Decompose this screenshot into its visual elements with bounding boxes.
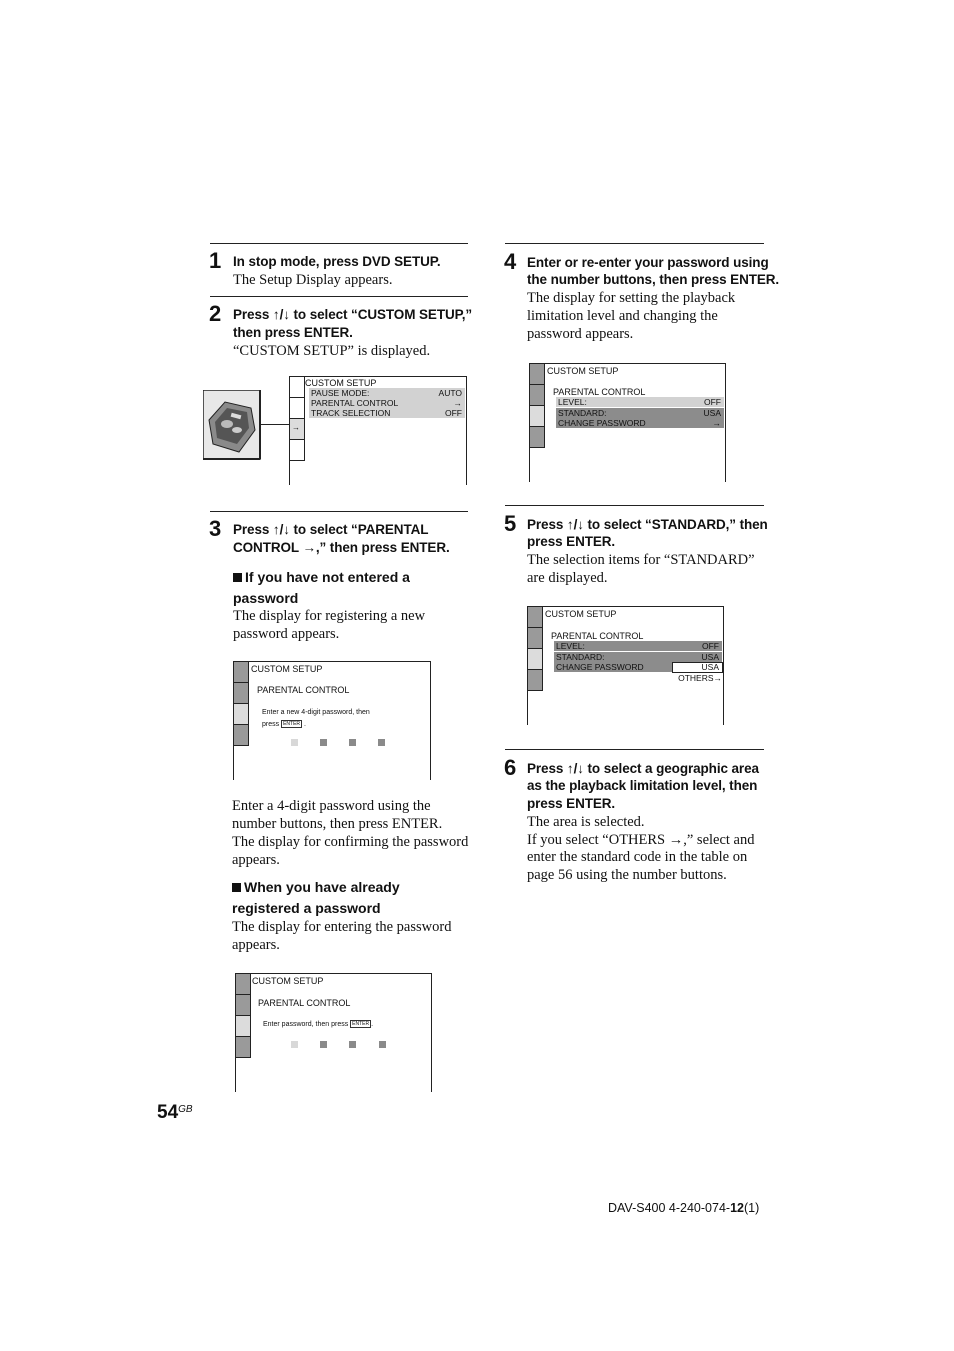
row-value: USA [701, 652, 719, 662]
step-4-heading-line1: Enter or re-enter your password using [527, 255, 769, 270]
page-suffix: GB [178, 1104, 193, 1115]
screen-tab [290, 377, 304, 398]
screen-subtitle: PARENTAL CONTROL [257, 685, 350, 695]
row-value: → [453, 398, 462, 408]
divider [210, 511, 468, 512]
option-label: OTHERS→ [678, 673, 722, 683]
enter-password-screen [235, 973, 432, 1092]
subsection-title [232, 877, 400, 898]
step-6-body: enter the standard code in the table on [527, 849, 748, 865]
password-digit [291, 739, 298, 746]
prompt-text: Enter password, then press [263, 1021, 349, 1028]
row-value: → [712, 418, 721, 428]
option-usa-selected [672, 662, 723, 673]
row-value: OFF [704, 397, 721, 407]
screen-tab [528, 628, 542, 649]
setup-row [309, 398, 465, 408]
subsection-title-text: If you have not entered a [245, 569, 410, 585]
step-6-body: If you select “OTHERS →,” select and [527, 832, 755, 848]
row-label: CHANGE PASSWORD [558, 418, 646, 428]
setup-row [309, 388, 465, 398]
step-3-heading-line2: CONTROL →,” then press ENTER. [233, 540, 450, 555]
after-text: appears. [232, 852, 280, 868]
screen-tab-selected [236, 1016, 250, 1037]
row-label: PARENTAL CONTROL [311, 398, 399, 408]
row-value: AUTO [438, 388, 462, 398]
level-row [556, 397, 724, 407]
subsection-title-text: When you have already [244, 879, 400, 895]
screen-subtitle: PARENTAL CONTROL [258, 998, 351, 1008]
password-digit [291, 1041, 298, 1048]
step-number: 5 [504, 511, 517, 536]
step-number: 6 [504, 755, 517, 780]
square-bullet-icon [232, 883, 241, 892]
divider [210, 296, 468, 297]
step-1-heading: In stop mode, press DVD SETUP. [233, 254, 441, 269]
screen-tab [236, 974, 250, 995]
step-4-body: password appears. [527, 326, 634, 342]
step-4-heading-line2: the number buttons, then press ENTER. [527, 272, 780, 287]
standard-row-selected [556, 408, 724, 418]
row-label: STANDARD: [556, 652, 605, 662]
step-6-body: The area is selected. [527, 814, 645, 830]
page-number [157, 1099, 193, 1124]
screen-subtitle: PARENTAL CONTROL [551, 631, 644, 641]
password-digit [349, 739, 356, 746]
step-2-heading-line2: then press ENTER. [233, 325, 353, 340]
divider [210, 243, 468, 244]
document-code [608, 1200, 759, 1216]
step-1-body: The Setup Display appears. [233, 272, 393, 288]
screen-subtitle: PARENTAL CONTROL [553, 387, 646, 397]
screen-tab [530, 364, 544, 385]
row-value: OFF [702, 641, 719, 651]
screen-title: CUSTOM SETUP [545, 609, 617, 619]
row-label: TRACK SELECTION [311, 408, 391, 418]
screen-title: CUSTOM SETUP [252, 976, 324, 986]
screen-tabs [234, 662, 249, 746]
remote-control-icon [203, 390, 261, 460]
prompt-text: press [262, 721, 280, 728]
screen-tab [234, 725, 248, 746]
screen-tab [236, 995, 250, 1016]
setup-screen [289, 376, 467, 485]
screen-tab [236, 1037, 250, 1058]
row-value: OFF [445, 408, 462, 418]
change-password-row [556, 418, 724, 428]
screen-tab-selected [290, 419, 304, 440]
step-3-heading-line1: Press ↑/↓ to select “PARENTAL [233, 522, 429, 537]
password-digit [379, 1041, 386, 1048]
option-label: USA [701, 662, 719, 672]
doc-code-suffix: (1) [743, 1201, 760, 1215]
doc-code-prefix: DAV-S400 4-240-074- [608, 1201, 731, 1215]
screen-tab [528, 607, 542, 628]
row-label: STANDARD: [558, 408, 607, 418]
screen-prompt: Enter a new 4-digit password, then [262, 709, 370, 716]
step-number: 3 [209, 516, 222, 541]
register-password-screen [233, 661, 431, 780]
subsection-body: The display for entering the password [232, 919, 452, 935]
screen-tab-selected [530, 406, 544, 427]
subsection-body: The display for registering a new [233, 608, 426, 624]
screen-tabs [290, 377, 305, 461]
screen-title: CUSTOM SETUP [305, 378, 377, 388]
divider [505, 243, 764, 244]
prompt-end: . [303, 721, 306, 728]
row-label: PAUSE MODE: [311, 388, 370, 398]
after-text: The display for confirming the password [232, 834, 469, 850]
parental-control-screen [529, 363, 726, 482]
screen-tab-selected [528, 649, 542, 670]
step-6-heading-line3: press ENTER. [527, 796, 616, 811]
screen-tab [530, 427, 544, 448]
screen-prompt [263, 1020, 373, 1030]
square-bullet-icon [233, 573, 242, 582]
password-digit [378, 739, 385, 746]
step-6-heading-line2: as the playback limitation level, then [527, 778, 758, 793]
subsection-title-line2: registered a password [232, 900, 381, 916]
step-5-heading-line2: press ENTER. [527, 534, 616, 549]
page-number-value: 54 [157, 1102, 179, 1123]
step-number: 1 [209, 248, 222, 273]
screen-tabs [530, 364, 545, 448]
subsection-title-line2: password [233, 590, 299, 606]
divider [505, 749, 764, 750]
step-number: 4 [504, 249, 517, 274]
step-4-body: The display for setting the playback [527, 290, 736, 306]
password-digit [320, 1041, 327, 1048]
step-number: 2 [209, 301, 222, 326]
change-password-row [554, 662, 672, 672]
arrow-right-icon: → [292, 423, 300, 432]
row-label: LEVEL: [556, 641, 585, 651]
setup-row [309, 408, 465, 418]
after-text: Enter a 4-digit password using the [232, 798, 431, 814]
screen-tab-selected [234, 704, 248, 725]
screen-tabs [528, 607, 543, 691]
row-value: USA [703, 408, 721, 418]
password-digit [349, 1041, 356, 1048]
option-others [672, 673, 723, 683]
screen-tab [234, 662, 248, 683]
step-5-body: are displayed. [527, 570, 608, 586]
password-digit [320, 739, 327, 746]
subsection-title [233, 567, 410, 588]
doc-code-bold: 12 [730, 1201, 744, 1215]
standard-row [554, 652, 722, 662]
screen-tab [528, 670, 542, 691]
enter-key-icon: ENTER [352, 1021, 370, 1027]
subsection-body: password appears. [233, 626, 340, 642]
screen-prompt-line2 [262, 720, 306, 730]
prompt-end: . [371, 1021, 374, 1028]
standard-select-screen [527, 606, 724, 725]
screen-title: CUSTOM SETUP [547, 366, 619, 376]
enter-key-icon: ENTER [283, 721, 301, 727]
after-text: number buttons, then press ENTER. [232, 816, 443, 832]
level-row [554, 641, 722, 651]
screen-tab [234, 683, 248, 704]
step-2-body: “CUSTOM SETUP” is displayed. [233, 343, 431, 359]
step-5-heading-line1: Press ↑/↓ to select “STANDARD,” then [527, 517, 768, 532]
divider [505, 505, 764, 506]
step-5-body: The selection items for “STANDARD” [527, 552, 755, 568]
screen-tabs [236, 974, 251, 1058]
screen-title: CUSTOM SETUP [251, 664, 323, 674]
step-6-heading-line1: Press ↑/↓ to select a geographic area [527, 761, 759, 776]
row-label: CHANGE PASSWORD [556, 662, 644, 672]
screen-tab [530, 385, 544, 406]
step-6-body: page 56 using the number buttons. [527, 867, 727, 883]
screen-tab [290, 398, 304, 419]
subsection-body: appears. [232, 937, 280, 953]
step-4-body: limitation level and changing the [527, 308, 718, 324]
step-2-heading-line1: Press ↑/↓ to select “CUSTOM SETUP,” [233, 307, 473, 322]
row-label: LEVEL: [558, 397, 587, 407]
screen-tab [290, 440, 304, 461]
